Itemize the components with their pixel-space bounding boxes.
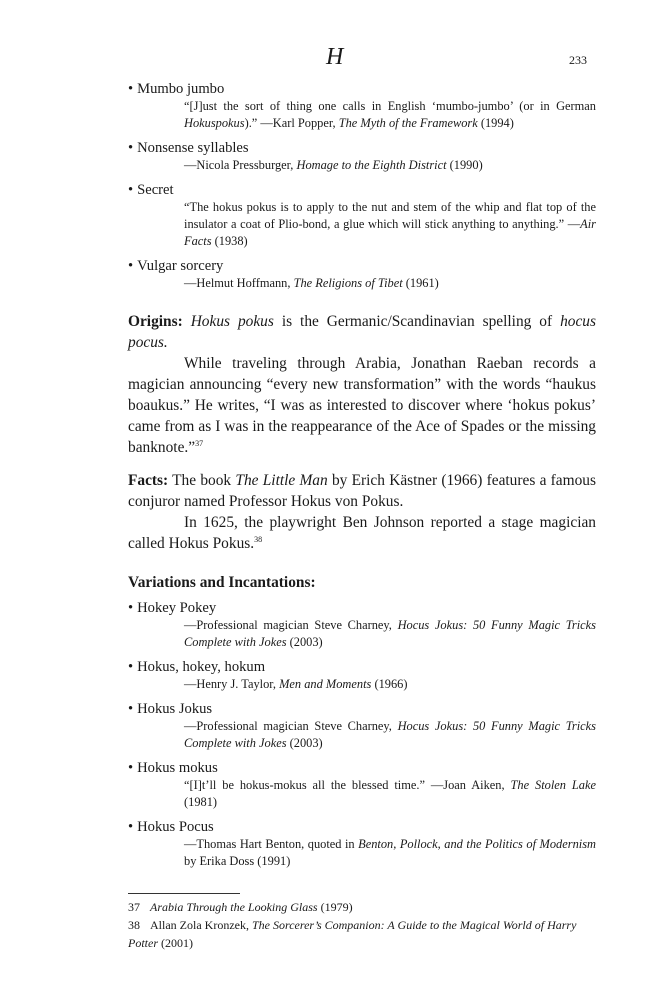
bullet-icon: • (128, 659, 134, 675)
bullet-icon: • (128, 600, 134, 616)
entries-top-list (128, 80, 596, 292)
text-run: (2001) (158, 936, 193, 950)
entry-item (128, 658, 596, 693)
bullet-icon: • (128, 81, 134, 97)
italic-text: The Stolen Lake (510, 778, 596, 792)
text-run: The book (168, 472, 236, 489)
text-run: “The hokus pokus is to apply to the nut and stem of the whip and flat top of the insulator a coat of Plio-bond, a glue which will stick anything to anything.” — (184, 200, 596, 231)
entry-citation (184, 777, 596, 811)
text-run: —Nicola Pressburger, (184, 158, 297, 172)
italic-text: The Little Man (235, 472, 328, 489)
entry-term (128, 257, 596, 275)
footnotes (128, 898, 596, 952)
entry-citation (184, 275, 596, 292)
bullet-icon: • (128, 701, 134, 717)
text-run: (1961) (402, 276, 439, 290)
text-run: —Henry J. Taylor, (184, 677, 280, 691)
italic-text: The Religions of Tibet (293, 276, 403, 290)
entry-term (128, 80, 596, 98)
text-run: “[J]ust the sort of thing one calls in English ‘mumbo-jumbo’ (or in German (184, 99, 596, 113)
text-run: (1979) (317, 900, 353, 914)
entry-term-text: Hokus Pocus (137, 819, 214, 835)
entry-term (128, 139, 596, 157)
entry-citation (184, 157, 596, 174)
text-run: —Thomas Hart Benton, quoted in (184, 837, 359, 851)
facts-paragraph-2 (128, 512, 596, 554)
entry-term-text: Vulgar sorcery (137, 258, 224, 274)
italic-text: Homage to the Eighth District (296, 158, 447, 172)
italic-text: Benton, Pollock, and the Politics of Modernism (358, 837, 596, 851)
text-run: (1938) (211, 234, 248, 248)
origins-paragraph-2 (128, 353, 596, 458)
italic-text: hocus pocus. (128, 313, 596, 351)
italic-text: Arabia Through the Looking Glass (150, 900, 318, 914)
entry-term (128, 759, 596, 777)
entry-citation (184, 617, 596, 651)
text-run: (1994) (477, 116, 514, 130)
italic-text: Hocus Jokus: 50 Funny Magic Tricks Complete with Jokes (184, 719, 596, 750)
footnote-rule (128, 893, 240, 894)
footnote-number: 37 (128, 900, 140, 914)
footnote-item (128, 898, 596, 916)
entry-term (128, 818, 596, 836)
entry-citation (184, 199, 596, 250)
entry-term (128, 658, 596, 676)
text-run: (2003) (286, 635, 323, 649)
entry-term-text: Secret (137, 182, 174, 198)
variations-heading: Variations and Incantations: (128, 574, 316, 591)
text-run: —Helmut Hoffmann, (184, 276, 294, 290)
bullet-icon: • (128, 819, 134, 835)
entry-citation (184, 718, 596, 752)
italic-text: Hocus Jokus: 50 Funny Magic Tricks Complete with Jokes (184, 618, 596, 649)
origins-paragraph (128, 311, 596, 353)
entry-item (128, 181, 596, 250)
text-run: —Professional magician Steve Charney, (184, 719, 398, 733)
entry-term-text: Nonsense syllables (137, 140, 249, 156)
text-run: (1966) (371, 677, 408, 691)
text-run: ).” —Karl Popper, (244, 116, 339, 130)
origins-text (128, 313, 596, 351)
entry-item (128, 818, 596, 870)
text-run: (1990) (446, 158, 483, 172)
text-run: “[I]t’ll be hokus-mokus all the blessed time.” —Joan Aiken, (184, 778, 511, 792)
italic-text: Hokus pokus (190, 313, 274, 330)
entry-term (128, 599, 596, 617)
entry-citation (184, 836, 596, 870)
text-run: While traveling through Arabia, Jonathan Raeban records a magician announcing “every new transformation” with the words “haukus boaukus.” He writes, “I was as interested to discover where ‘hokus pokus’ came from as I was in the reappearance of the Ace of Spades or the missing banknote.” (128, 355, 596, 456)
text-run: —Professional magician Steve Charney, (184, 618, 398, 632)
italic-text: Hokuspokus (184, 116, 245, 130)
text-run: by Erika Doss (1991) (184, 854, 291, 868)
bullet-icon: • (128, 258, 134, 274)
footnote-ref: 38 (254, 534, 263, 544)
italic-text: Men and Moments (279, 677, 372, 691)
page-content (128, 80, 596, 877)
text-run: (1981) (184, 795, 218, 809)
entry-item (128, 700, 596, 752)
italic-text: The Sorcerer’s Companion: A Guide to the Magical World of Harry Potter (128, 918, 577, 950)
bullet-icon: • (128, 760, 134, 776)
facts-label: Facts: (128, 472, 169, 489)
text-run: Allan Zola Kronzek, (150, 918, 252, 932)
entry-citation (184, 676, 596, 693)
text-run (183, 313, 191, 330)
bullet-icon: • (128, 182, 134, 198)
footnote-ref: 37 (195, 438, 204, 448)
facts-paragraph (128, 470, 596, 512)
footnote-number: 38 (128, 918, 140, 932)
entry-citation (184, 98, 596, 132)
italic-text: Air Facts (184, 217, 596, 248)
text-run: In 1625, the playwright Ben Johnson reported a stage magician called Hokus Pokus. (128, 514, 596, 552)
entry-item (128, 599, 596, 651)
entry-item (128, 257, 596, 292)
entry-item (128, 80, 596, 132)
entry-term-text: Hokus mokus (137, 760, 218, 776)
footnote-item (128, 916, 596, 952)
text-run: (2003) (286, 736, 323, 750)
entry-term (128, 700, 596, 718)
entry-item (128, 139, 596, 174)
entry-term-text: Hokey Pokey (137, 600, 217, 616)
entry-term-text: Mumbo jumbo (137, 81, 225, 97)
entry-term (128, 181, 596, 199)
entry-item (128, 759, 596, 811)
entries-bottom-list (128, 599, 596, 870)
bullet-icon: • (128, 140, 134, 156)
facts-text (128, 472, 596, 510)
italic-text: The Myth of the Framework (338, 116, 478, 130)
text-run: is the Germanic/Scandinavian spelling of (273, 313, 561, 330)
page-number: 233 (569, 53, 587, 67)
text-run: by Erich Kästner (1966) features a famous conjuror named Professor Hokus von Pokus. (128, 472, 596, 510)
entry-term-text: Hokus Jokus (137, 701, 213, 717)
chapter-letter: H (326, 44, 344, 70)
entry-term-text: Hokus, hokey, hokum (137, 659, 266, 675)
origins-label: Origins: (128, 313, 183, 330)
